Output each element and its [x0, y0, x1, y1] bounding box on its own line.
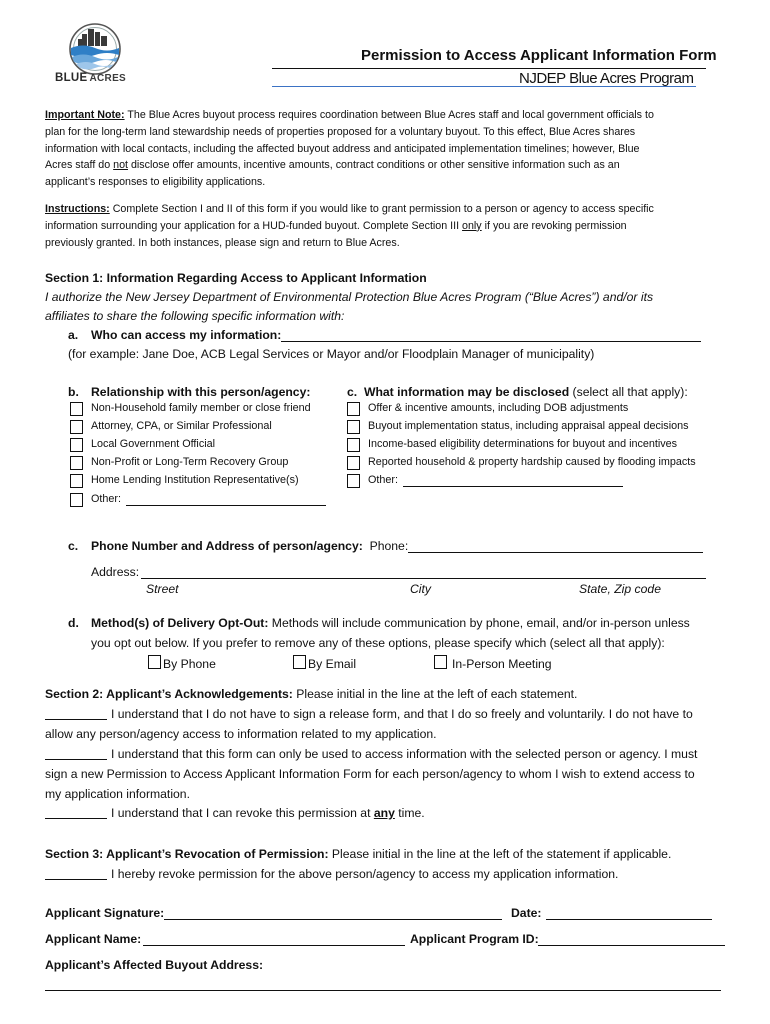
applicant-name-label: Applicant Name: — [45, 932, 142, 946]
who-can-access-example: (for example: Jane Doe, ACB Legal Services or Mayor and/or Floodplain Manager of municipality) — [68, 347, 595, 361]
relationship-checkbox-other[interactable] — [70, 493, 83, 507]
revocation-statement: I hereby revoke permission for the above person/agency to access my application information. — [111, 867, 619, 881]
important-note: Important Note: The Blue Acres buyout process requires coordination between Blue Acres staff and local government officials to plan for the long-term land stewardship needs of properties proposed for a voluntary buyout. To this effect, Blue Acres shares information with local contacts, including the affected buyout address and anticipated implementation timelines; however, Blue Acres staff do not disclose offer amounts, incentive amounts, contract conditions or other sensitive information such as an applicant’s responses to eligibility applications. — [45, 109, 654, 189]
disclosure-option-label: Reported household & property hardship caused by flooding impacts — [368, 456, 696, 468]
relationship-option-label: Attorney, CPA, or Similar Professional — [91, 420, 272, 432]
phone-label: Phone: — [369, 539, 409, 553]
optout-phone-checkbox[interactable] — [148, 655, 161, 669]
section3-heading: Section 3: Applicant’s Revocation of Permission: Please initial in the line at the left of the statement if applicable. — [45, 847, 672, 861]
ack-statement-2-line-2: sign a new Permission to Access Applicant Information Form for each person/agency to whom I wish to extend access to — [45, 767, 695, 781]
form-title: Permission to Access Applicant Information Form — [361, 47, 717, 64]
optout-inperson-label: In-Person Meeting — [452, 657, 552, 671]
disclosure-other-field[interactable] — [403, 486, 623, 487]
item-d-label: d. — [68, 616, 79, 630]
relationship-checkbox-professional[interactable] — [70, 420, 83, 434]
instructions-label: Instructions: — [45, 203, 110, 215]
disclosure-checkbox-status[interactable] — [347, 420, 360, 434]
section2-heading: Section 2: Applicant’s Acknowledgements: Please initial in the line at the left of each statement. — [45, 687, 578, 701]
revocation-initial-field[interactable] — [45, 879, 107, 880]
disclosure-checkbox-income[interactable] — [347, 438, 360, 452]
ack-statement-2-line-1: I understand that this form can only be used to access information with the selected person or agency. I must — [111, 747, 698, 761]
address-field[interactable] — [141, 578, 706, 579]
authorization-line-2: affiliates to share the following specific information with: — [45, 309, 345, 323]
ack-statement-1-line-2: allow any person/agency access to information related to my application. — [45, 727, 437, 741]
initial-field-3[interactable] — [45, 818, 107, 819]
disclosure-option-label: Buyout implementation status, including appraisal appeal decisions — [368, 420, 689, 432]
item-b-label: b. — [68, 385, 79, 399]
relationship-heading: Relationship with this person/agency: — [91, 385, 311, 399]
street-caption: Street — [146, 582, 179, 596]
optout-email-label: By Email — [308, 657, 357, 671]
program-subtitle: NJDEP Blue Acres Program — [519, 70, 694, 87]
logo-acres-text: ACRES — [89, 73, 127, 84]
address-label: Address: — [91, 565, 140, 579]
delivery-optout-line-2: you opt out below. If you prefer to remove any of these options, please specify which (select all that apply): — [91, 636, 665, 650]
state-zip-caption: State, Zip code — [579, 582, 661, 596]
item-c-label: c. — [347, 385, 358, 399]
city-caption: City — [410, 582, 431, 596]
who-can-access-field[interactable] — [281, 341, 701, 342]
disclosure-option-label: Offer & incentive amounts, including DOB adjustments — [368, 402, 629, 414]
program-id-field[interactable] — [538, 945, 725, 946]
item-a-label: a. — [68, 328, 79, 342]
important-note-label: Important Note: — [45, 109, 125, 121]
relationship-checkbox-family[interactable] — [70, 402, 83, 416]
authorization-line-1: I authorize the New Jersey Department of Environmental Protection Blue Acres Program (“Blue Acres”) and/or its — [45, 290, 654, 304]
delivery-optout-line-1: Method(s) of Delivery Opt-Out: Methods will include communication by phone, email, and/or in-person unless — [91, 616, 690, 630]
disclosure-heading: c. What information may be disclosed (select all that apply): — [347, 385, 688, 399]
disclosure-option-label: Income-based eligibility determinations for buyout and incentives — [368, 438, 678, 450]
logo-blue-text: BLUE — [55, 72, 88, 84]
program-id-label: Applicant Program ID: — [410, 932, 539, 946]
logo-text — [55, 72, 126, 84]
relationship-option-label: Home Lending Institution Representative(s) — [91, 474, 299, 486]
instructions: Instructions: Complete Section I and II of this form if you would like to grant permission to a person or agency to access specific information surrounding your application for a HUD-funded buyout. Complete Section III only if you are revoking permission previously granted. In both instances, please sign and return to Blue Acres. — [45, 203, 654, 249]
disclosure-checkbox-hardship[interactable] — [347, 456, 360, 470]
section1-heading: Section 1: Information Regarding Access to Applicant Information — [45, 271, 427, 285]
relationship-option-label: Local Government Official — [91, 438, 216, 450]
ack-statement-3: I understand that I can revoke this permission at any time. — [111, 806, 425, 820]
initial-field-2[interactable] — [45, 759, 107, 760]
disclosure-checkbox-offer[interactable] — [347, 402, 360, 416]
phone-field[interactable] — [408, 552, 703, 553]
relationship-other-field[interactable] — [126, 505, 326, 506]
relationship-checkbox-government[interactable] — [70, 438, 83, 452]
buyout-address-field[interactable] — [45, 990, 721, 991]
date-field[interactable] — [546, 919, 712, 920]
ack-statement-1-line-1: I understand that I do not have to sign a release form, and that I do so freely and voluntarily. I do not have to — [111, 707, 693, 721]
signature-field[interactable] — [164, 919, 502, 920]
who-can-access-label: Who can access my information: — [91, 328, 282, 342]
item-c2-label: c. — [68, 539, 79, 553]
relationship-checkbox-nonprofit[interactable] — [70, 456, 83, 470]
relationship-option-label: Non-Profit or Long-Term Recovery Group — [91, 456, 289, 468]
title-underline — [272, 68, 706, 69]
disclosure-checkbox-other[interactable] — [347, 474, 360, 488]
ack-statement-2-line-3: my application information. — [45, 787, 190, 801]
relationship-option-label: Other: — [91, 493, 122, 505]
optout-email-checkbox[interactable] — [293, 655, 306, 669]
optout-phone-label: By Phone — [163, 657, 216, 671]
date-label: Date: — [511, 906, 542, 920]
relationship-option-label: Non-Household family member or close friend — [91, 402, 311, 414]
initial-field-1[interactable] — [45, 719, 107, 720]
optout-inperson-checkbox[interactable] — [434, 655, 447, 669]
buyout-address-label: Applicant’s Affected Buyout Address: — [45, 958, 264, 972]
relationship-checkbox-lending[interactable] — [70, 474, 83, 488]
signature-label: Applicant Signature: — [45, 906, 165, 920]
applicant-name-field[interactable] — [143, 945, 405, 946]
disclosure-option-label: Other: — [368, 474, 399, 486]
phone-address-heading: Phone Number and Address of person/agency: Phone: — [91, 539, 409, 553]
